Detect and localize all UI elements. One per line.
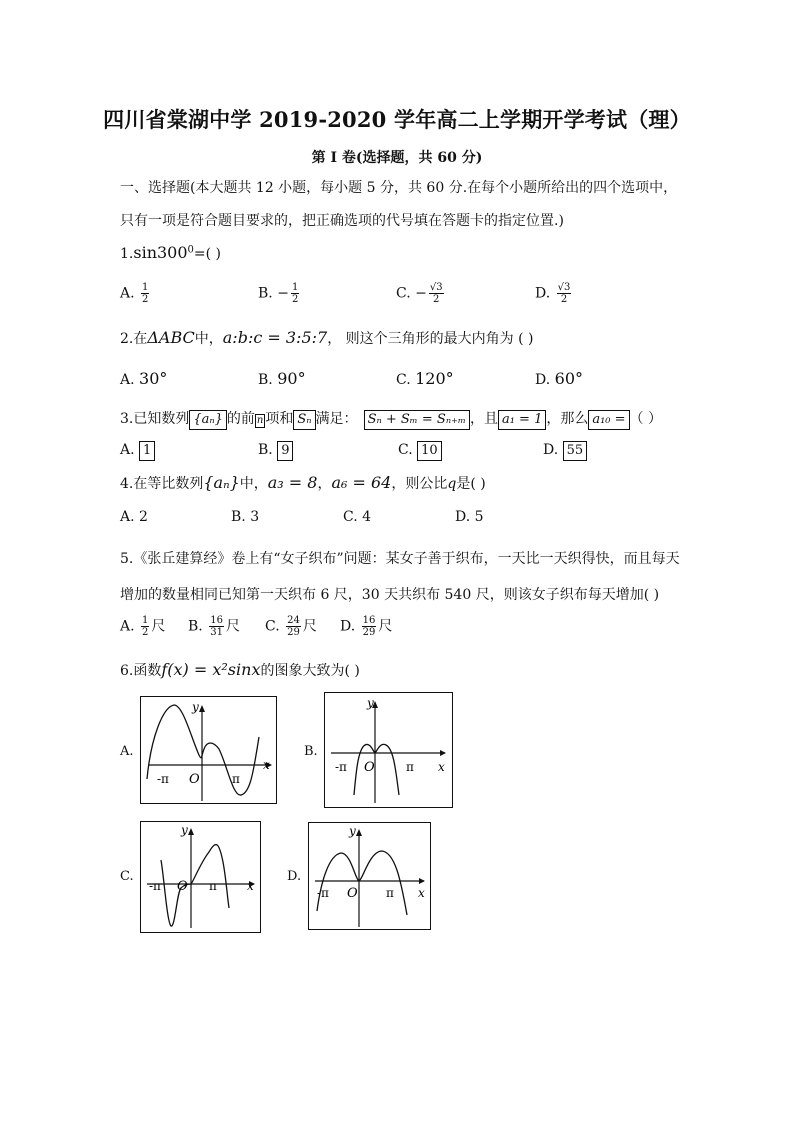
q6-graph-d[interactable] bbox=[308, 822, 431, 930]
q6-graph-b[interactable] bbox=[324, 692, 453, 808]
q1-option-a[interactable]: A. $\frac{1}{2}$ bbox=[120, 282, 149, 305]
fraction: $\frac{1}{2}$ bbox=[291, 282, 299, 305]
q2-option-b[interactable]: B. 90° bbox=[258, 369, 306, 388]
fraction: $\frac{1}{2}$ bbox=[142, 282, 149, 305]
section-subtitle: 第 I 卷(选择题，共 60 分) bbox=[311, 150, 483, 166]
y-label: y bbox=[181, 823, 188, 837]
question-5: 5.《张丘建算经》卷上有“女子织布”问题：某女子善于织布，一天比一天织得快，而且每天增加的数量相同已知第一天织布 6 尺，30 天共织布 540 尺，则该女子织布每天增加( ) bbox=[120, 551, 680, 603]
pi-label: π bbox=[209, 879, 217, 893]
neg-pi-label: -π bbox=[149, 879, 161, 893]
q3-a1-box: a₁ = 1 bbox=[498, 410, 546, 430]
y-axis-arrow bbox=[188, 828, 194, 835]
q3-option-c[interactable]: C. 10 bbox=[398, 441, 442, 461]
q3-equation-box: Sₙ + Sₘ = Sₙ₊ₘ bbox=[364, 410, 470, 430]
neg-pi-label: -π bbox=[317, 886, 329, 900]
x-axis-arrow bbox=[440, 750, 446, 756]
q5-option-d[interactable]: D. $\frac{16}{29}$ 尺 bbox=[340, 615, 393, 638]
origin-label: O bbox=[189, 772, 200, 787]
neg-pi-label: -π bbox=[335, 760, 347, 774]
q3-a10-box: a₁₀ = bbox=[588, 410, 629, 430]
q1-option-b[interactable]: B. − $\frac{1}{2}$ bbox=[258, 282, 299, 305]
x-label: x bbox=[418, 886, 425, 900]
q1-expression: sin300 bbox=[133, 243, 188, 262]
origin-label: O bbox=[364, 760, 375, 775]
q1-option-d[interactable]: D. $\frac{√3}{2}$ bbox=[535, 282, 571, 305]
y-axis-arrow bbox=[199, 705, 205, 712]
graph-b-svg bbox=[325, 693, 452, 807]
q4-option-a[interactable]: A. 2 bbox=[120, 509, 148, 525]
q2-triangle: ΔABC bbox=[147, 328, 195, 347]
section-intro: 一、选择题(本大题共 12 小题，每小题 5 分，共 60 分.在每个小题所给出的四个选项中，只有一项是符合题目要求的，把正确选项的代号填在答题卡的指定位置.) bbox=[120, 180, 678, 229]
graph-d-svg bbox=[309, 823, 430, 929]
q4-option-d[interactable]: D. 5 bbox=[455, 509, 484, 525]
page-title: 四川省棠湖中学 2019-2020 学年高二上学期开学考试（理） bbox=[103, 107, 691, 132]
question-3: 3.已知数列 {aₙ} 的前 n 项和 Sₙ 满足： Sₙ + Sₘ = Sₙ₊ₘ ，且 a₁ = 1 ，那么 a₁₀ = （ ） bbox=[120, 408, 662, 430]
q3-option-a[interactable]: A. 1 bbox=[120, 441, 155, 461]
neg-pi-label: -π bbox=[157, 772, 169, 786]
q2-ratio: a:b:c = 3:5:7 bbox=[222, 328, 328, 347]
x-axis-arrow bbox=[419, 878, 425, 884]
q6-function: f(x) = x²sinx bbox=[161, 660, 261, 679]
pi-label: π bbox=[232, 772, 240, 786]
q2-option-d[interactable]: D. 60° bbox=[535, 369, 583, 388]
q6-option-a-label[interactable]: A. bbox=[120, 744, 134, 759]
q1-option-c[interactable]: C. − $\frac{√3}{2}$ bbox=[396, 282, 443, 305]
q5-option-b[interactable]: B. $\frac{16}{31}$ 尺 bbox=[188, 615, 240, 638]
origin-label: O bbox=[177, 879, 188, 894]
fraction: $\frac{√3}{2}$ bbox=[429, 282, 443, 305]
q3-option-b[interactable]: B. 9 bbox=[258, 441, 293, 461]
question-4: 4.在等比数列{aₙ}中，a₃ = 8，a₆ = 64，则公比q是( ) bbox=[120, 473, 486, 492]
y-label: y bbox=[367, 696, 374, 710]
q3-sequence-box: {aₙ} bbox=[189, 410, 227, 430]
pi-label: π bbox=[386, 886, 394, 900]
q4-option-b[interactable]: B. 3 bbox=[231, 509, 260, 525]
q6-option-d-label[interactable]: D. bbox=[287, 869, 302, 884]
graph-c-svg bbox=[141, 822, 260, 932]
y-label: y bbox=[192, 700, 199, 714]
q3-n-box: n bbox=[256, 415, 264, 426]
y-axis-arrow bbox=[356, 829, 362, 836]
q2-option-a[interactable]: A. 30° bbox=[120, 369, 168, 388]
question-1: $1.\sin 300^0=$( ) bbox=[120, 243, 222, 262]
fraction: $\frac{√3}{2}$ bbox=[557, 282, 571, 305]
y-label: y bbox=[349, 824, 356, 838]
q4-option-c[interactable]: C. 4 bbox=[343, 509, 372, 525]
pi-label: π bbox=[406, 760, 414, 774]
q3-sn-box: Sₙ bbox=[293, 410, 315, 430]
graph-d-curve bbox=[317, 851, 407, 915]
q3-option-d[interactable]: D. 55 bbox=[543, 441, 587, 461]
q5-option-a[interactable]: A. $\frac{1}{2}$ 尺 bbox=[120, 615, 166, 638]
q5-option-c[interactable]: C. $\frac{24}{29}$ 尺 bbox=[265, 615, 317, 638]
q6-graph-c[interactable] bbox=[140, 821, 261, 933]
graph-c-curve bbox=[161, 845, 229, 927]
q6-option-b-label[interactable]: B. bbox=[304, 744, 318, 759]
q6-graph-a[interactable] bbox=[140, 696, 277, 804]
x-label: x bbox=[247, 879, 254, 893]
origin-label: O bbox=[347, 886, 358, 901]
graph-a-svg bbox=[141, 697, 276, 803]
x-label: x bbox=[438, 760, 445, 774]
graph-b-curve bbox=[354, 744, 399, 795]
q2-option-c[interactable]: C. 120° bbox=[396, 369, 454, 388]
question-2: 2.在ΔABC中，a:b:c = 3:5:7， 则这个三角形的最大内角为 ( ) bbox=[120, 328, 534, 347]
x-label: x bbox=[263, 758, 270, 772]
q4-sequence: {aₙ} bbox=[203, 473, 240, 492]
question-6: 6.函数f(x) = x²sinx的图象大致为( ) bbox=[120, 660, 360, 679]
q6-option-c-label[interactable]: C. bbox=[120, 869, 134, 884]
